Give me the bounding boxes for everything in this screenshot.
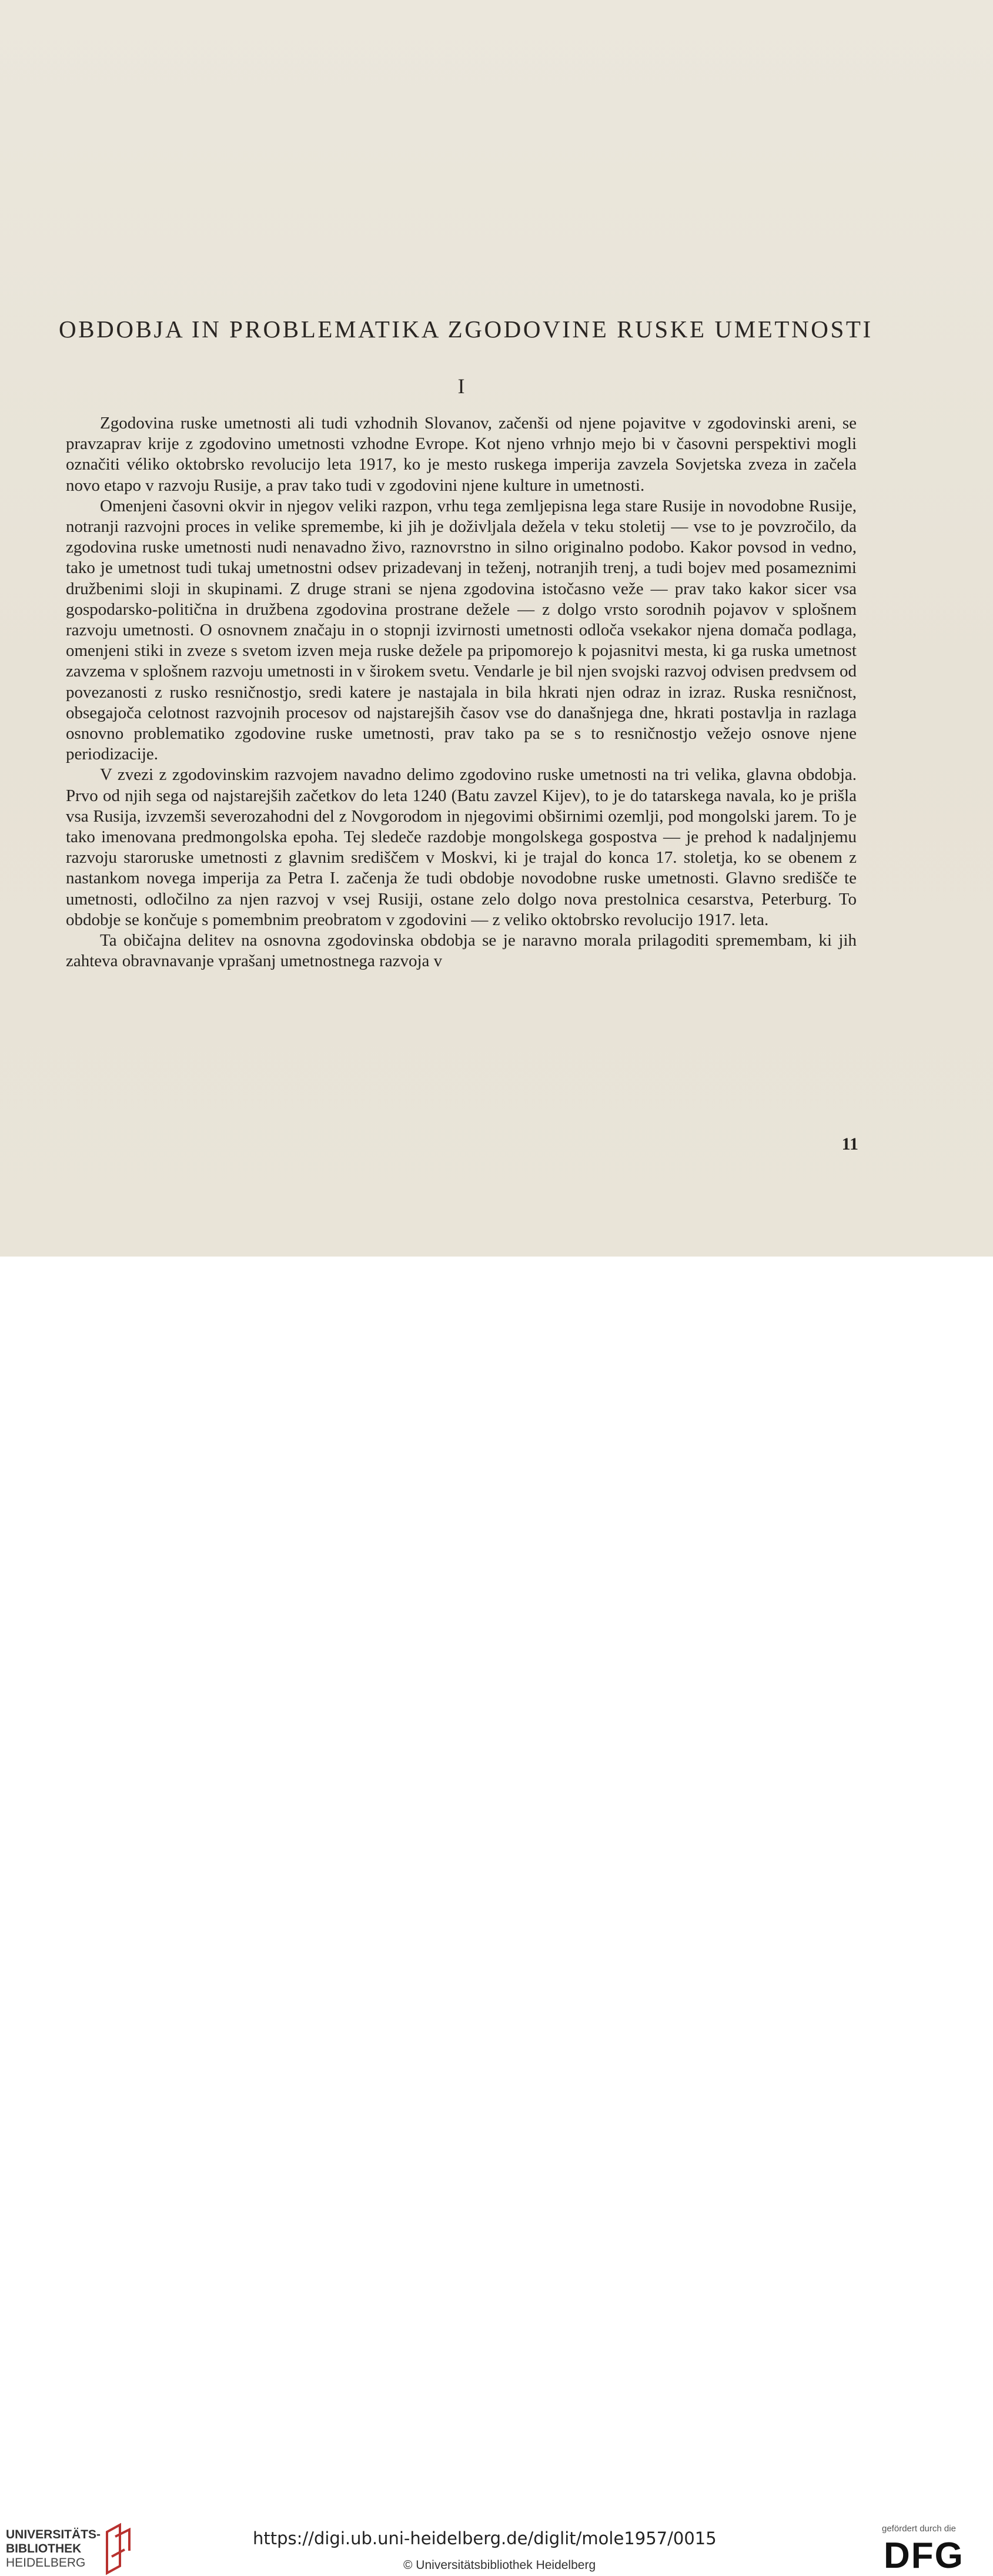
permalink-url[interactable]: https://digi.ub.uni-heidelberg.de/diglit/mole1957/0015 bbox=[253, 2528, 717, 2548]
copyright-notice: © Universitätsbibliothek Heidelberg bbox=[403, 2558, 596, 2572]
library-name-line: UNIVERSITÄTS- bbox=[6, 2528, 101, 2541]
paragraph: Zgodovina ruske umetnosti ali tudi vzhodnih Slovanov, začenši od njene pojavitve v zgodovinski areni, se pravzaprav krije z zgodovino umetnosti vzhodne Evrope. Kot njeno vrhnjo mejo bi v časovni perspektivi mogli označiti véliko oktobrsko revolucijo leta 1917, ko je mesto ruskega imperija zavzela Sovjetska zveza in začela novo etapo v razvoju Rusije, a prav tako tudi v zgodovini njene kulture in umetnosti. bbox=[66, 414, 857, 495]
article-heading: OBDOBJA IN PROBLEMATIKA ZGODOVINE RUSKE UMETNOSTI bbox=[59, 316, 873, 343]
library-name-line: BIBLIOTHEK bbox=[6, 2542, 82, 2555]
dfg-logo: DFG bbox=[884, 2535, 964, 2576]
viewer-footer bbox=[0, 1257, 993, 2576]
paragraph: Omenjeni časovni okvir in njegov veliki razpon, vrhu tega zemljepisna lega stare Rusije in novodobne Rusije, notranji razvojni proces in velike spremembe, ki jih je doživljala dežela v teku stoletij — vse to je povzročilo, da zgodovina ruske umetnosti nudi nenavadno živo, raznovrstno in silno originalno podobo. Kakor povsod in vedno, tako je umetnost tudi tukaj umetnostni odsev prizadevanj in teženj, notranjih trenj, a tudi bojev med posameznimi družbenimi sloji in skupinami. Z druge strani se njena zgodovina istočasno veže — prav tako kakor sicer vsa gospodarsko-politična in družbena zgodovina prostrane dežele — z dolgo vrsto sorodnih pojavov v splošnem razvoju umetnosti. O osnovnem značaju in o stopnji izvirnosti umetnosti odloča vsekakor njena domača podlaga, omenjeni stiki in zveze s svetom izven meja ruske dežele pa pripomorejo k pojasnitvi mesta, ki ga ruska umetnost zavzema v splošnem razvoju umetnosti in v širokem svetu. Vendarle je bil njen svojski razvoj odvisen predvsem od povezanosti z rusko resničnostjo, sredi katere je nastajala in bila hkrati njen odraz in izraz. Ruska resničnost, obsegajoča celotnost razvojnih procesov od najstarejših časov vse do današnjega dne, hkrati postavlja in razlaga osnovno problematiko zgodovine ruske umetnosti, prav tako pa se s to resničnostjo vežejo osnove njene periodizacije. bbox=[66, 496, 857, 764]
article-body bbox=[66, 413, 857, 972]
scanned-page bbox=[0, 0, 993, 1257]
paragraph: V zvezi z zgodovinskim razvojem navadno delimo zgodovino ruske umetnosti na tri velika, glavna obdobja. Prvo od njih sega od najstarejših začetkov do leta 1240 (Batu zavzel Kijev), to je do tatarskega navala, ko je prišla vsa Rusija, izvzemši severozahodni del z Novgorodom in njegovimi obširnimi ozemlji, pod mongolski jarem. To je tako imenovana predmongolska epoha. Tej sledeče razdobje mongolskega gospostva — je prehod k nadaljnjemu razvoju staroruske umetnosti z glavnim središčem v Moskvi, ki je trajal do konca 17. stoletja, ko se obenem z nastankom novega imperija za Petra I. začenja že tudi obdobje novodobne ruske umetnosti. Glavno središče te umetnosti, odločilno za njen razvoj v vsej Rusiji, ostane zelo dolgo nova prestolnica cesarstva, Peterburg. To obdobje se končuje s pomembnim preobratom v zgodovini — z veliko oktobrsko revolucijo 1917. leta. bbox=[66, 765, 857, 929]
section-numeral: I bbox=[457, 374, 465, 398]
paragraph: Ta običajna delitev na osnovna zgodovinska obdobja se je naravno morala prilagoditi spremembam, ki jih zahteva obravnavanje vprašanj umetnostnega razvoja v bbox=[66, 931, 857, 971]
library-name-line: HEIDELBERG bbox=[6, 2556, 86, 2570]
funder-label: gefördert durch die bbox=[882, 2524, 956, 2534]
library-name bbox=[6, 2528, 101, 2570]
library-logo-icon bbox=[99, 2520, 134, 2576]
page-number: 11 bbox=[841, 1134, 858, 1154]
